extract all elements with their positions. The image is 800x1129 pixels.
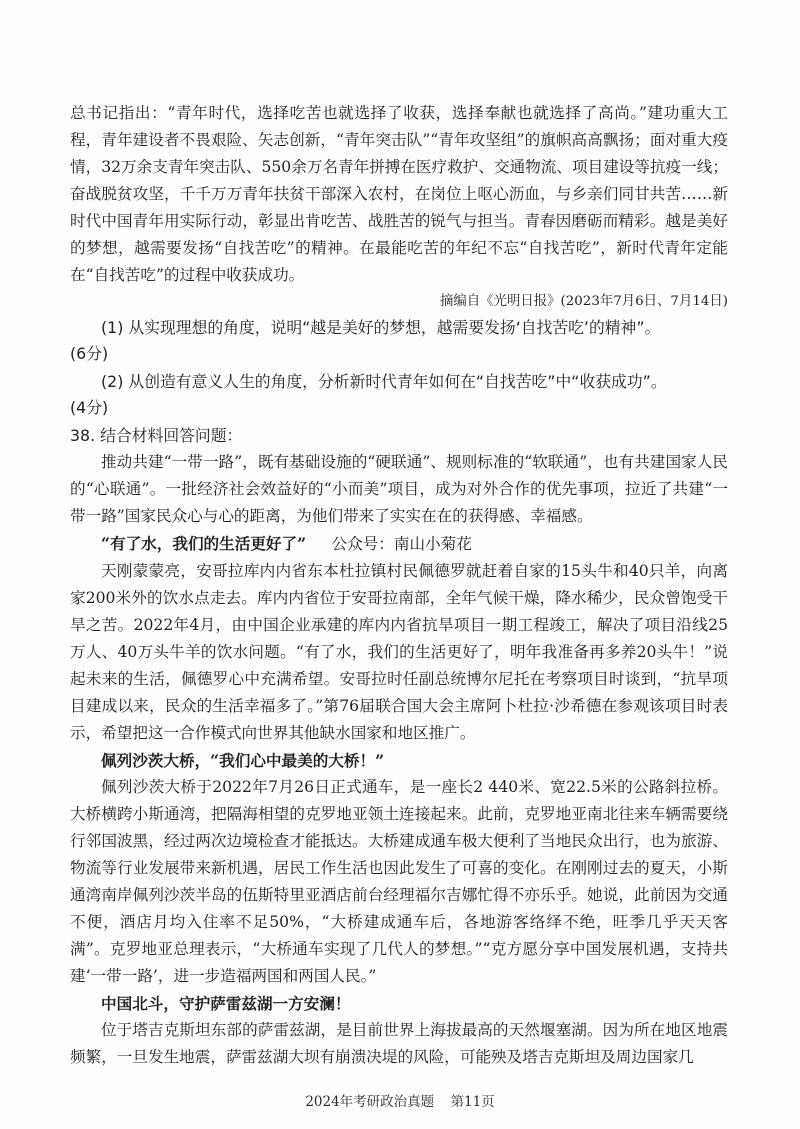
watermark-text: 公众号：南山小菊花 bbox=[331, 535, 472, 553]
material-paragraph: 总书记指出：“青年时代，选择吃苦也就选择了收获，选择奉献也就选择了高尚。”建功重大工程，青年建设者不畏艰险、矢志创新，“青年突击队”“青年攻坚组”的旗帜高高飘扬；面对重大疫情，32万余支青年突击队、550余万名青年拼搏在医疗救护、交通物流、项目建设等抗疫一线；奋战脱贫攻坚，千千万万青年扶贫干部深入农村，在岗位上呕心沥血，与乡亲们同甘共苦……新时代中国青年用实际行动，彰显出肯吃苦、战胜苦的锐气与担当。青春因磨砺而精彩。越是美好的梦想，越需要发扬“自找苦吃”的精神。在最能吃苦的年纪不忘“自找苦吃”，新时代青年定能在“自找苦吃”的过程中收获成功。 bbox=[70, 104, 728, 284]
footer-page-number: 第11页 bbox=[450, 1094, 495, 1110]
material-source: 摘编自《光明日报》(2023年7月6日、7月14日) bbox=[440, 294, 728, 309]
footer-exam-name: 2024年考研政治真题 bbox=[305, 1094, 435, 1110]
q37-subquestion-2: (2) 从创造有意义人生的角度，分析新时代青年如何在“自找苦吃”中“收获成功”。 bbox=[101, 372, 667, 391]
section-heading-bridge: 佩列沙茨大桥，“我们心中最美的大桥！” bbox=[101, 751, 385, 770]
section-body-water: 天刚蒙蒙亮，安哥拉库内内省东本杜拉镇村民佩德罗就赶着自家的15头牛和40只羊，向离家200米外的饮水点走去。库内内省位于安哥拉南部，全年气候干燥，降水稀少，民众曾饱受干旱之苦。2022年4月，由中国企业承建的库内内省抗旱项目一期工程竣工，解决了项目沿线25万人、40万头牛羊的饮水问题。“有了水，我们的生活更好了，明年我准备再多养20头牛！”说起未来的生活，佩德罗心中充满希望。安哥拉时任副总统博尔尼托在考察项目时谈到，“抗旱项目建成以来，民众的生活幸福多了。”第76届联合国大会主席阿卜杜拉·沙希德在参观该项目时表示，希望把这一合作模式向世界其他缺水国家和地区推广。 bbox=[70, 562, 728, 742]
section-body-bridge: 佩列沙茨大桥于2022年7月26日正式通车，是一座长2 440米、宽22.5米的公路斜拉桥。大桥横跨小斯通湾，把隔海相望的克罗地亚领土连接起来。此前，克罗地亚南北往来车辆需要绕行邻国波黑，经过两次边境检查才能抵达。大桥建成通车极大便利了当地民众出行，也为旅游、物流等行业发展带来新机遇，居民工作生活也因此发生了可喜的变化。在刚刚过去的夏天，小斯通湾南岸佩列沙茨半岛的伍斯特里亚酒店前台经理福尔吉娜忙得不亦乐乎。她说，此前因为交通不便，酒店月均入住率不足50%，“大桥建成通车后，各地游客络绎不绝，旺季几乎天天客满”。克罗地亚总理表示，“大桥通车实现了几代人的梦想。”“克方愿分享中国发展机遇，支持共建‘一带一路’，进一步造福两国和两国人民。” bbox=[70, 778, 728, 985]
page-content bbox=[70, 100, 728, 1071]
section-heading-water bbox=[70, 530, 728, 558]
q38-intro: 推动共建“一带一路”，既有基础设施的“硬联通”、规则标准的“软联通”，也有共建国家人民的“心联通”。一批经济社会效益好的“小而美”项目，成为对外合作的优先事项，拉近了共建“一带一路”国家民众心与心的距离，为他们带来了实实在在的获得感、幸福感。 bbox=[70, 453, 728, 525]
q37-subquestion-2-score: (4分) bbox=[70, 398, 109, 417]
q37-subquestion-1: (1) 从实现理想的角度，说明“越是美好的梦想，越需要发扬‘自找苦吃’的精神”。 bbox=[101, 318, 661, 337]
q38-title: 38. 结合材料回答问题： bbox=[70, 426, 243, 445]
q37-subquestion-1-score: (6分) bbox=[70, 344, 109, 363]
section-heading-beidou: 中国北斗，守护萨雷兹湖一方安澜！ bbox=[101, 994, 351, 1013]
section-heading-water-text: “有了水，我们的生活更好了” bbox=[101, 534, 307, 553]
page-footer bbox=[0, 1090, 800, 1110]
section-body-beidou: 位于塔吉克斯坦东部的萨雷兹湖，是目前世界上海拔最高的天然堰塞湖。因为所在地区地震频繁，一旦发生地震，萨雷兹湖大坝有崩溃决堤的风险，可能殃及塔吉克斯坦及周边国家几 bbox=[70, 1021, 728, 1066]
